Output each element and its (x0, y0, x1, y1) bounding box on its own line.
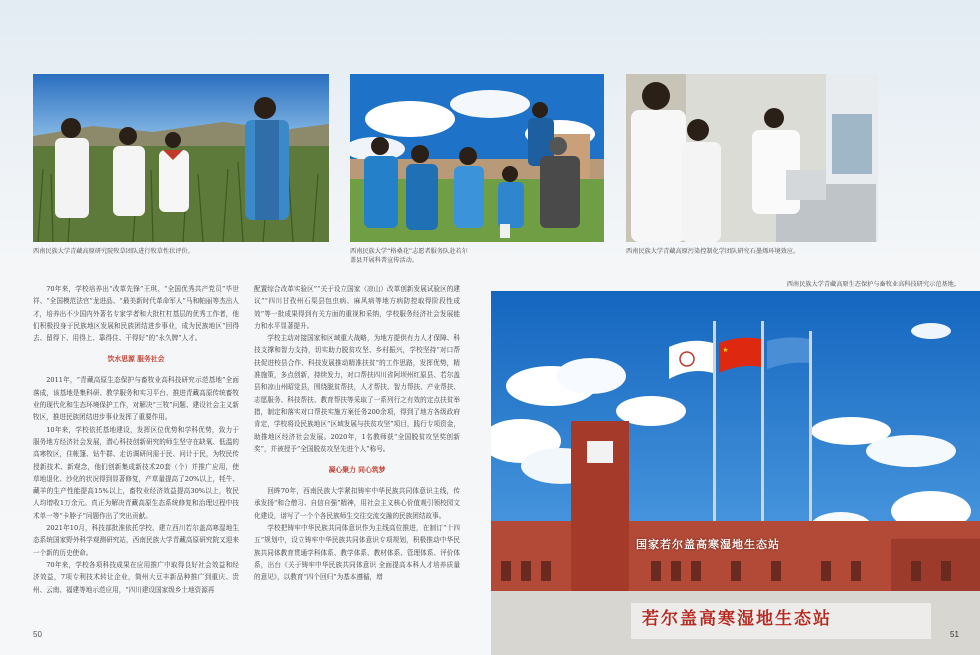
col1-paragraph: 10年来，学校依托基地建设，发挥区位优势和学科优势，致力于服务地方经济社会发展，潜心科技创新研究的师生坚守在缺氧、低温的高寒牧区，住帐篷、钻牛群、走访调研问需于民、问计于民，为牧民传授新技术、新观念，他们创新集成新技术20套（个）并推广应用，使草地退化、沙化的状况得到显著修复，产草量提高了20%以上，牦牛、藏羊的生产性能提高15%以上，畜牧业经济效益提高30%以上，牧民人均增收1万余元。真正为解决青藏高原生态系统修复和治理过程中技术单一等“卡脖子”问题作出了突出贡献。 (33, 425, 239, 520)
text-column-1 (33, 283, 239, 596)
page-number-left: 50 (33, 630, 42, 639)
photo-laboratory (626, 74, 878, 242)
col1-paragraph: 2011年，“青藏高原生态保护与畜牧业高科技研究示范基地”全面落成，该基地是集科研、教学服务和实习平台、推进青藏高原传统畜牧业的现代化和生态环境保护工作，对解决“三牧”问题、建设社会主义新牧区，推进民族团结进步事业发挥了重要作用。 (33, 376, 239, 422)
col1-paragraph: 70年来，学校各项科技成果在应用推广中取得良好社会效益和经济效益，7项专利技术转让企业，简州大豆丰新品种推广到重庆、贵州、云南、福建等地示范应用，“四川建设国家级乡土地资源再 (33, 560, 239, 594)
col2-paragraph: 回眸70年，西南民族大学紧扣铸牢中华民族共同体意识主线，传承发扬“和合僧习、自信自强”精神，用社会主义核心价值观引领校园文化建设，谱写了一个个各民族师生交往交流交融的民族团结故事。 (254, 487, 460, 520)
photo-volunteers (350, 74, 604, 242)
col2-paragraph: 学校主动对接国家和区域重大战略，为地方提供有力人才保障、科技支撑和智力支持，切实助力脱贫攻坚、乡村振兴，学校坚持“对口帮扶促进校县合作、科技发展推动精准扶贫”的工作思路，发挥优势，精准施策，多点创新，持续发力，对口帮扶四川省阿坝州红原县、若尔盖县和凉山州昭觉县，围绕脱贫帮扶，人才帮扶、智力帮扶、产业帮扶、志愿服务、科技帮扶、教育帮扶等采取了一系列行之有效的定点扶贫举措，制定和落实对口帮扶实施方案任务200余项，得到了地方各级政府肯定，学校将设民族地区“区域发展与扶贫攻坚”项目，践行专项资金，助推地区经济社会发展。2020年，1名教师获“全国脱贫攻坚奖创新奖”，并被授予“全国脱贫攻坚先进个人”称号。 (254, 334, 460, 453)
section-heading-service: 饮水思源 服务社会 (107, 355, 165, 364)
section-heading-unity: 凝心聚力 同心筑梦 (328, 466, 386, 475)
stone-sign-text: 若尔盖高寒湿地生态站 (642, 609, 832, 629)
col2-paragraph: 学校把铸牢中华民族共同体意识作为主线高位推进，在制订“十四五”规划中，设立铸牢中华民族共同体意识专项规划，积极推动中华民族共同体教育贯通学科体系、教学体系、教材体系、管理体系、评价体系，出台《关于铸牢中华民族共同体意识 全面提高本科人才培养质量的意见》，以教育“四个回归”为基本遵循，增 (254, 524, 460, 582)
col1-paragraph: 70年来，学校培养出“改革先锋”王琪、“全国优秀共产党员”毕世祥、“全国模范法官”龙进品、“最美新时代革命军人”马和帕丽等杰出人才，培养出不少国内外著名专家学者和大批杠杠基层的优秀工作者，他们积极投身于民族地区发展和民族团结进步事业，成为民族地区“回得去、留得下、用得上、靠得住、干得好”的“永久牌”人才。 (33, 285, 239, 343)
photo2-caption: 西南民族大学“格桑花”志愿者服务队赴若尔盖县开展科普宣传活动。 (350, 248, 468, 264)
photo-grassland-research (33, 74, 329, 242)
page-number-right: 51 (950, 630, 959, 639)
building-sign-text: 国家若尔盖高寒湿地生态站 (636, 538, 780, 551)
col2-paragraph: 配置综合改革实验区”“关于设立国家（凉山）改革创新发展试验区的建议”“四川甘孜州石渠县包虫病、麻风病等地方病防控取得阶段性成效”等一批成果得到有关方面的重视和采纳，学校服务经济社会发展能力和水平显著提升。 (254, 285, 460, 330)
col1-paragraph: 2021年10月，科技部批准依托学校、建立西川若尔盖高寒湿地生态系统国家野外科学观测研究站，西南民族大学青藏高原研究院又迎来一个新的历史使命。 (33, 524, 239, 557)
photo4-caption: 西南民族大学青藏高原生态保护与畜牧业高科技研究示范基地。 (786, 281, 960, 288)
photo-wetland-station (491, 291, 980, 655)
photo1-caption: 西南民族大学青藏高原研究院牧草团队进行牧草性状评价。 (33, 248, 194, 255)
photo3-caption: 西南民族大学青藏高原污染控制化学团队研究石墨烯环境效应。 (626, 248, 800, 255)
text-column-2 (254, 283, 460, 584)
